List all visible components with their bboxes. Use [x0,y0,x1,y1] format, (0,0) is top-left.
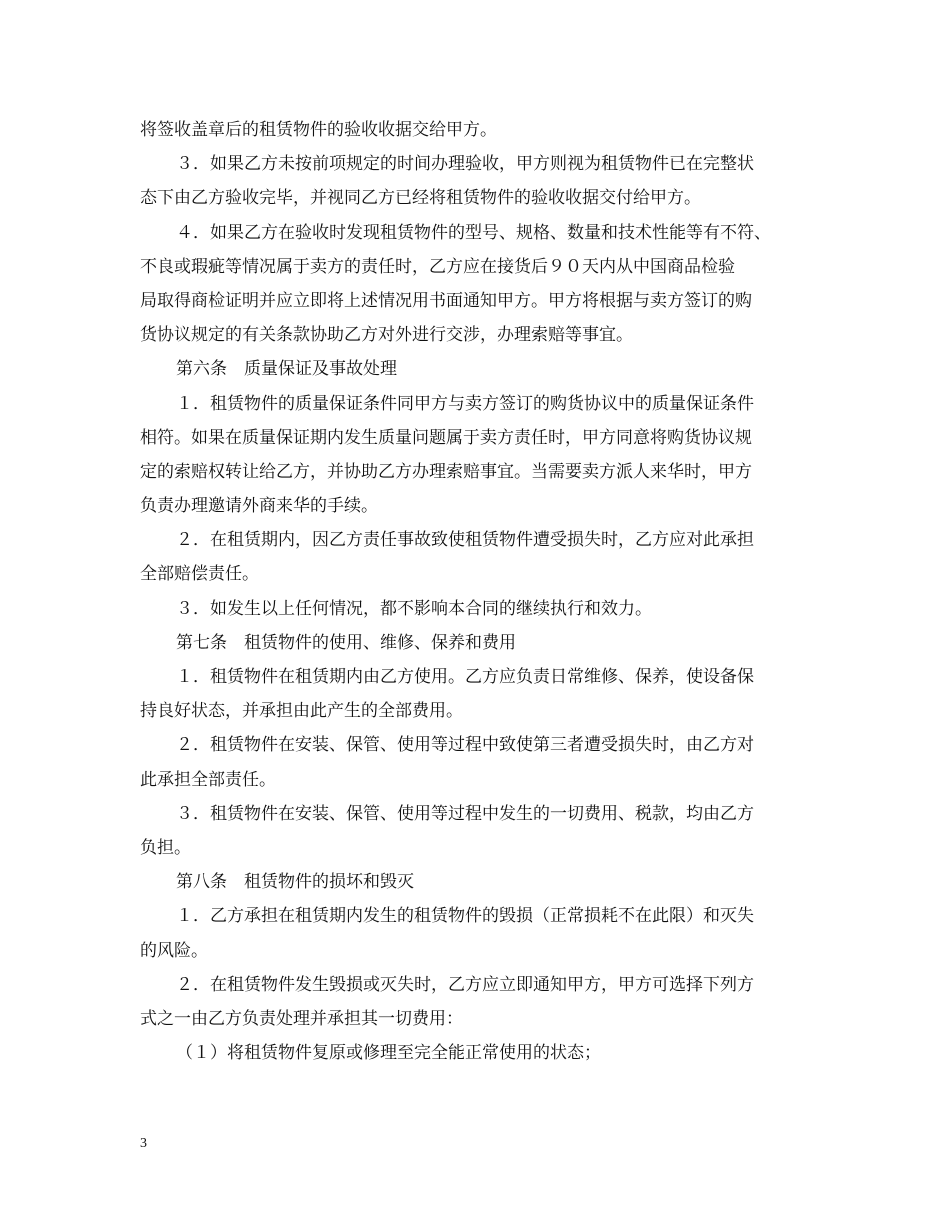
text-line: 局取得商检证明并应立即将上述情况用书面通知甲方。甲方将根据与卖方签订的购 [140,290,752,311]
text-line: １．租赁物件在租赁期内由乙方使用。乙方应负责日常维修、保养，使设备保 [176,667,754,687]
text-line: ２．租赁物件在安装、保管、使用等过程中致使第三者遭受损失时，由乙方对 [176,735,754,756]
text-line: 第七条 租赁物件的使用、维修、保养和费用 [176,632,516,653]
text-line: 不良或瑕疵等情况属于卖方的责任时，乙方应在接货后９０天内从中国商品检验 [140,256,735,277]
text-line: 全部赔偿责任。 [140,564,259,585]
text-line: ２．在租赁物件发生毁损或灭失时，乙方应立即通知甲方，甲方可选择下列方 [176,974,754,995]
text-line: 定的索赔权转让给乙方，并协助乙方办理索赔事宜。当需要卖方派人来华时，甲方 [140,461,752,482]
text-line: 第六条 质量保证及事故处理 [176,359,397,380]
text-line: 负责办理邀请外商来华的手续。 [140,496,378,517]
text-line: 持良好状态，并承担由此产生的全部费用。 [140,701,463,722]
text-line: 将签收盖章后的租赁物件的验收收据交给甲方。 [140,120,497,140]
text-line: 的风险。 [140,940,208,961]
page-number: 3 [140,1136,147,1151]
text-line: ４．如果乙方在验收时发现租赁物件的型号、规格、数量和技术性能等有不符、 [176,222,771,243]
text-line: １．租赁物件的质量保证条件同甲方与卖方签订的购货协议中的质量保证条件 [176,393,754,414]
text-line: 第八条 租赁物件的损坏和毁灭 [176,872,414,893]
text-line: 此承担全部责任。 [140,769,276,790]
text-line: ３．租赁物件在安装、保管、使用等过程中发生的一切费用、税款，均由乙方 [176,803,754,824]
text-line: 负担。 [140,837,191,858]
text-line: ３．如果乙方未按前项规定的时间办理验收，甲方则视为租赁物件已在完整状 [176,154,754,175]
text-line: 货协议规定的有关条款协助乙方对外进行交涉，办理索赔等事宜。 [140,325,633,346]
text-line: 式之一由乙方负责处理并承担其一切费用： [140,1008,463,1029]
text-line: ２．在租赁期内，因乙方责任事故致使租赁物件遭受损失时，乙方应对此承担 [176,530,754,551]
document-body [140,113,830,1070]
text-line: 态下由乙方验收完毕，并视同乙方已经将租赁物件的验收收据交付给甲方。 [140,188,701,209]
text-line: （１）将租赁物件复原或修理至完全能正常使用的状态； [176,1043,601,1064]
text-line: １．乙方承担在租赁期内发生的租赁物件的毁损（正常损耗不在此限）和灭失 [176,906,754,927]
text-line: 相符。如果在质量保证期内发生质量问题属于卖方责任时，甲方同意将购货协议规 [140,427,752,448]
text-line: ３．如发生以上任何情况，都不影响本合同的继续执行和效力。 [176,598,652,619]
